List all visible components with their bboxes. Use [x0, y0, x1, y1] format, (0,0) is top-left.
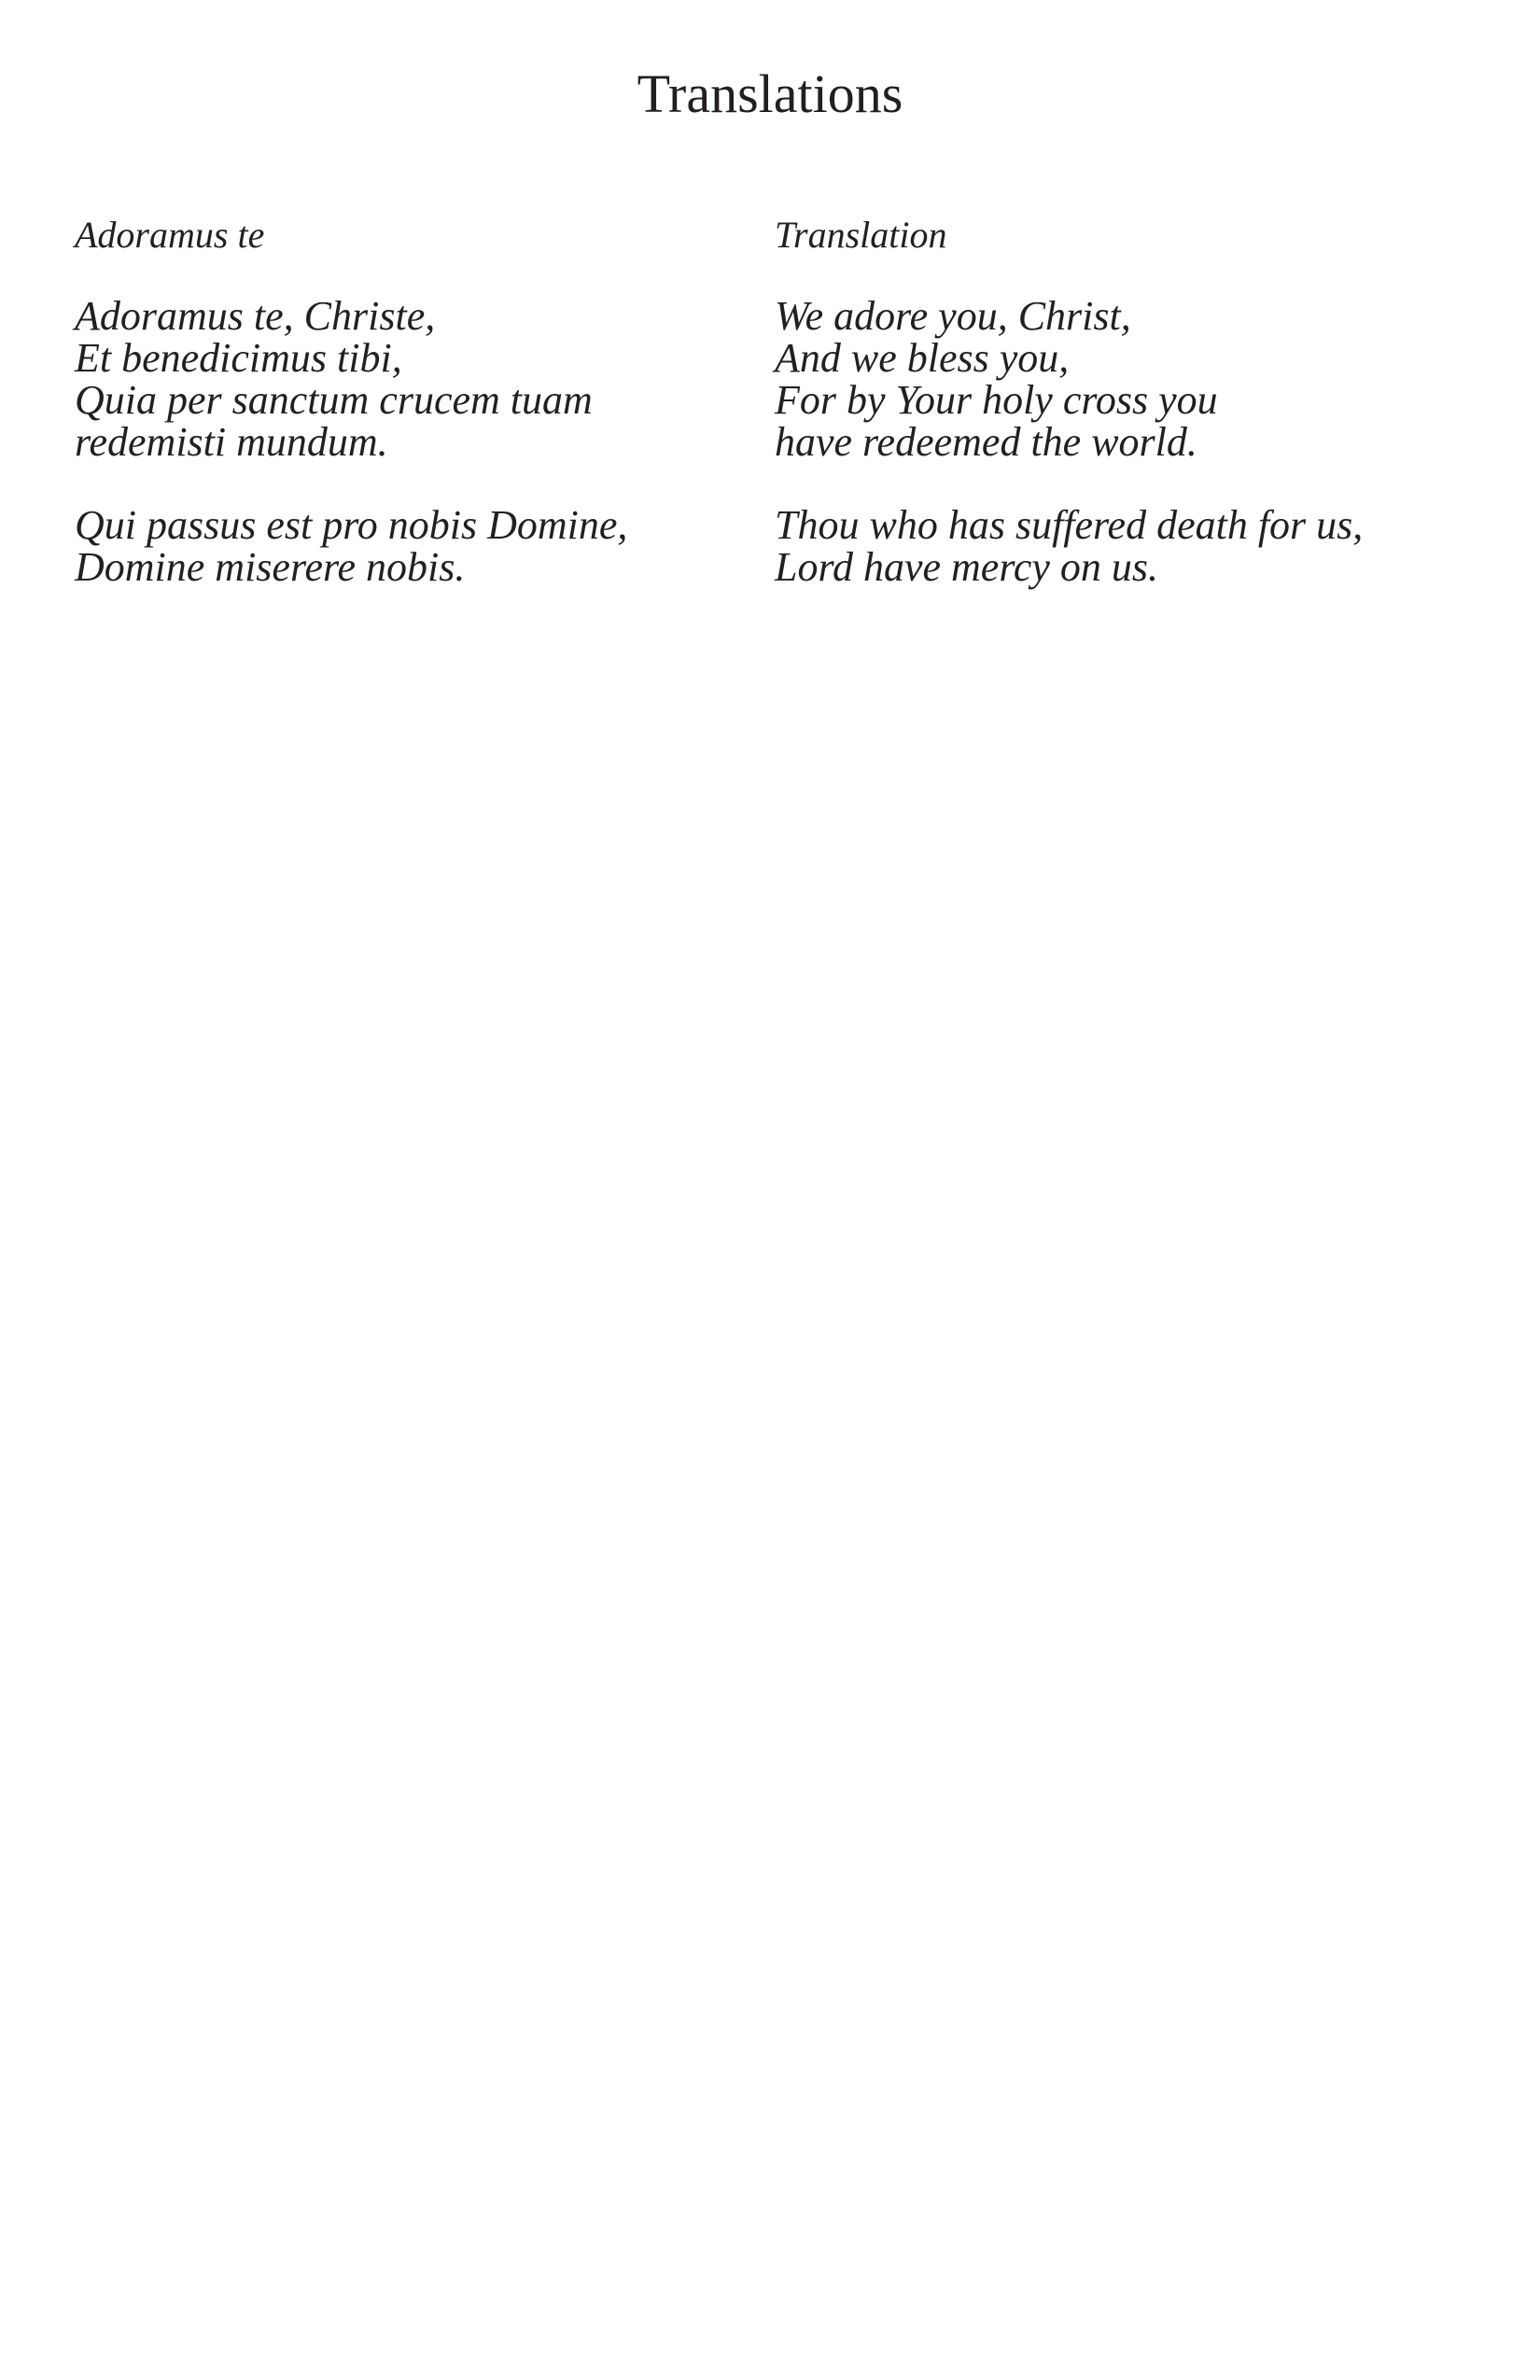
latin-line: Et benedicimus tibi,: [75, 335, 402, 381]
english-line: Thou who has suffered death for us,: [775, 502, 1364, 548]
latin-heading: Adoramus te: [75, 214, 265, 256]
latin-line: Qui passus est pro nobis Domine,: [75, 502, 628, 548]
english-stanza-1: [775, 295, 1447, 463]
english-heading: Translation: [775, 214, 947, 256]
latin-line: Domine miserere nobis.: [75, 544, 466, 590]
english-line: For by Your holy cross you: [775, 377, 1218, 423]
latin-column: [75, 213, 747, 629]
latin-line: Quia per sanctum crucem tuam: [75, 377, 593, 423]
latin-stanza-1: [75, 295, 747, 463]
english-line: We adore you, Christ,: [775, 293, 1131, 339]
english-line: And we bless you,: [775, 335, 1070, 381]
english-line: Lord have mercy on us.: [775, 544, 1158, 590]
english-column: [775, 213, 1447, 629]
english-line: have redeemed the world.: [775, 419, 1197, 465]
page-title: Translations: [637, 63, 903, 124]
latin-stanza-2: [75, 504, 747, 588]
english-stanza-2: [775, 504, 1447, 588]
latin-line: redemisti mundum.: [75, 419, 388, 465]
latin-line: Adoramus te, Christe,: [75, 293, 436, 339]
